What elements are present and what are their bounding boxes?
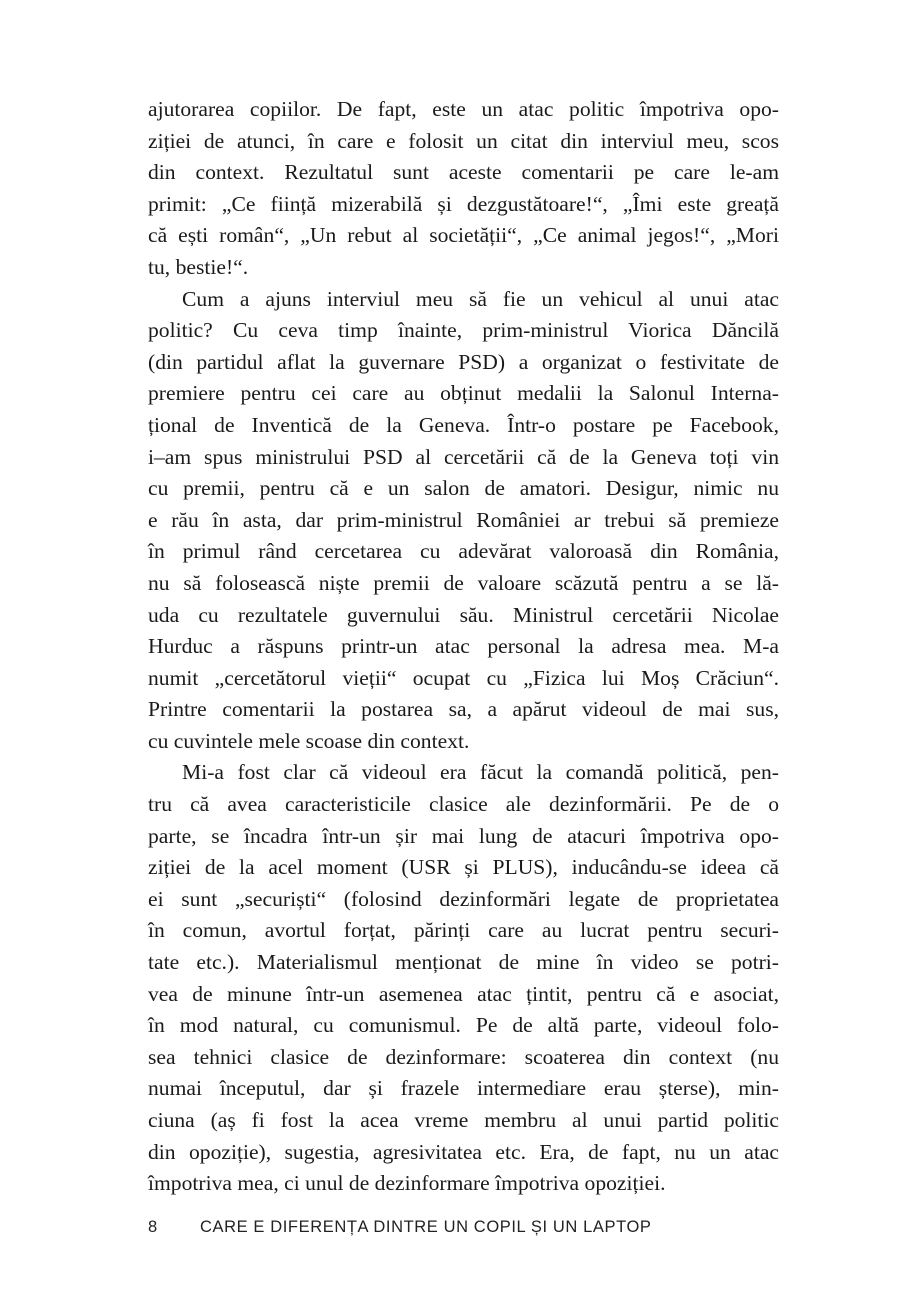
text-line: ciuna (aș fi fost la acea vreme membru al unui partid politic (148, 1108, 779, 1132)
text-line: Printre comentarii la postarea sa, a apărut videoul de mai sus, (148, 697, 779, 722)
text-line: nu să folosească niște premii de valoare scăzută pentru a se lă- (148, 570, 779, 595)
text-line: Hurduc a răspuns printr-un atac personal la adresa mea. M-a (148, 634, 779, 659)
text-line: cu cuvintele mele scoase din context. (148, 728, 470, 753)
body-text (148, 94, 779, 1200)
text-line: ajutorarea copiilor. De fapt, este un atac politic împotriva opo- (148, 97, 779, 121)
text-line: primit: „Ce ființă mizerabilă și dezgustătoare!“, „Îmi este greață (148, 191, 779, 216)
paragraph (148, 757, 779, 1199)
page-footer (148, 1218, 652, 1237)
text-line: țional de Inventică de la Geneva. Într-o postare pe Facebook, (148, 412, 779, 437)
text-line: i–am spus ministrului PSD al cercetării că de la Geneva toți vin (148, 444, 779, 469)
text-line: din opoziție), sugestia, agresivitatea etc. Era, de fapt, nu un atac (148, 1139, 779, 1164)
text-line: cu premii, pentru că e un salon de amatori. Desigur, nimic nu (148, 476, 779, 501)
text-line: uda cu rezultatele guvernului său. Ministrul cercetării Nicolae (148, 602, 779, 627)
running-title: CARE E DIFERENȚA DINTRE UN COPIL ȘI UN LAPTOP (200, 1218, 652, 1236)
text-line: din context. Rezultatul sunt aceste comentarii pe care le-am (148, 160, 779, 185)
text-line: tu, bestie!“. (148, 254, 249, 279)
text-line: Cum a ajuns interviul meu să fie un vehicul al unui atac (182, 286, 779, 311)
text-line: (din partidul aflat la guvernare PSD) a organizat o festivitate de (148, 349, 779, 374)
text-line: tru că avea caracteristicile clasice ale dezinformării. Pe de o (148, 792, 779, 817)
text-line: politic? Cu ceva timp înainte, prim-ministrul Viorica Dăncilă (148, 318, 779, 343)
text-line: în mod natural, cu comunismul. Pe de altă parte, videoul folo- (148, 1013, 779, 1038)
text-line: în comun, avortul forțat, părinți care au lucrat pentru securi- (148, 918, 779, 943)
text-line: numit „cercetătorul vieții“ ocupat cu „Fizica lui Moș Crăciun“. (148, 665, 779, 690)
text-line: în primul rând cercetarea cu adevărat valoroasă din România, (148, 539, 779, 564)
text-line: numai începutul, dar și frazele intermediare erau șterse), min- (148, 1076, 779, 1101)
page-number: 8 (148, 1218, 158, 1236)
text-line: vea de minune într-un asemenea atac țintit, pentru că e asociat, (148, 981, 779, 1006)
paragraph (148, 284, 779, 758)
text-line: ziției de la acel moment (USR și PLUS), inducându-se ideea că (148, 855, 779, 880)
text-line: e rău în asta, dar prim-ministrul României ar trebui să premieze (148, 507, 779, 532)
text-line: sea tehnici clasice de dezinformare: scoaterea din context (nu (148, 1044, 779, 1069)
text-line: ei sunt „securiști“ (folosind dezinformări legate de proprietatea (148, 886, 779, 911)
text-line: că ești român“, „Un rebut al societății“, „Ce animal jegos!“, „Mori (148, 223, 779, 248)
paragraph (148, 94, 779, 284)
text-line: premiere pentru cei care au obținut medalii la Salonul Interna- (148, 381, 779, 406)
text-line: tate etc.). Materialismul menționat de mine în video se potri- (148, 950, 779, 975)
text-line: parte, se încadra într-un șir mai lung de atacuri împotriva opo- (148, 823, 779, 848)
text-line: împotriva mea, ci unul de dezinformare împotriva opoziției. (148, 1171, 666, 1196)
text-line: Mi-a fost clar că videoul era făcut la comandă politică, pen- (182, 760, 779, 785)
text-line: ziției de atunci, în care e folosit un citat din interviul meu, scos (148, 128, 779, 153)
